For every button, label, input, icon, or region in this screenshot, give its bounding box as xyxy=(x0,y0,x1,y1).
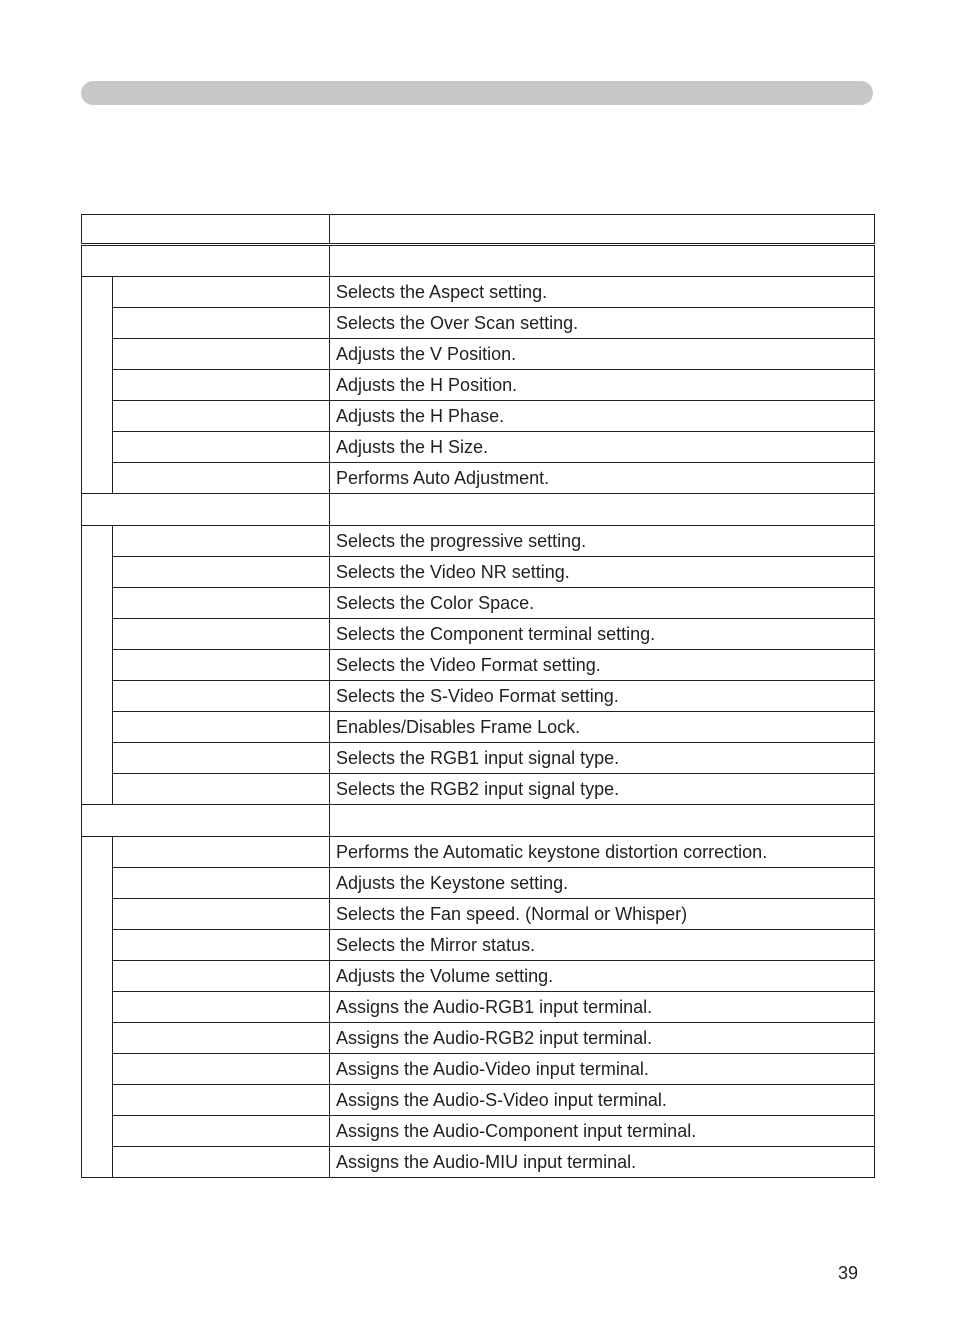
header-cell-item xyxy=(82,215,330,245)
indent-cell xyxy=(82,681,113,712)
table-row xyxy=(82,370,875,401)
item-description: Assigns the Audio-S-Video input terminal. xyxy=(330,1085,875,1116)
indent-cell xyxy=(82,277,113,308)
item-description: Selects the Video NR setting. xyxy=(330,557,875,588)
table-row xyxy=(82,868,875,899)
indent-cell xyxy=(82,1147,113,1178)
table-row xyxy=(82,1147,875,1178)
table-row xyxy=(82,930,875,961)
table-row xyxy=(82,961,875,992)
item-description: Assigns the Audio-Video input terminal. xyxy=(330,1054,875,1085)
table-row xyxy=(82,743,875,774)
table-row xyxy=(82,588,875,619)
item-name-cell xyxy=(113,463,330,494)
item-name-cell xyxy=(113,619,330,650)
item-description: Assigns the Audio-RGB1 input terminal. xyxy=(330,992,875,1023)
indent-cell xyxy=(82,588,113,619)
item-description: Selects the Over Scan setting. xyxy=(330,308,875,339)
table-group-row xyxy=(82,245,875,277)
item-name-cell xyxy=(113,432,330,463)
indent-cell xyxy=(82,308,113,339)
indent-cell xyxy=(82,868,113,899)
item-name-cell xyxy=(113,588,330,619)
item-description: Adjusts the H Size. xyxy=(330,432,875,463)
item-description: Selects the progressive setting. xyxy=(330,526,875,557)
table-row xyxy=(82,899,875,930)
section-header-bar xyxy=(81,81,873,105)
item-name-cell xyxy=(113,650,330,681)
item-name-cell xyxy=(113,1085,330,1116)
indent-cell xyxy=(82,432,113,463)
table-row xyxy=(82,526,875,557)
item-description: Selects the S-Video Format setting. xyxy=(330,681,875,712)
item-name-cell xyxy=(113,277,330,308)
item-description: Adjusts the H Phase. xyxy=(330,401,875,432)
indent-cell xyxy=(82,899,113,930)
item-name-cell xyxy=(113,401,330,432)
table-row xyxy=(82,1116,875,1147)
table-row xyxy=(82,432,875,463)
table-row xyxy=(82,339,875,370)
group-item-cell xyxy=(82,805,330,837)
group-item-cell xyxy=(82,245,330,277)
item-name-cell xyxy=(113,557,330,588)
table-group-row xyxy=(82,805,875,837)
table-row xyxy=(82,992,875,1023)
item-name-cell xyxy=(113,930,330,961)
indent-cell xyxy=(82,774,113,805)
indent-cell xyxy=(82,463,113,494)
indent-cell xyxy=(82,1116,113,1147)
item-description: Selects the RGB2 input signal type. xyxy=(330,774,875,805)
item-description: Adjusts the H Position. xyxy=(330,370,875,401)
indent-cell xyxy=(82,370,113,401)
group-description-cell xyxy=(330,494,875,526)
table-row xyxy=(82,463,875,494)
indent-cell xyxy=(82,1023,113,1054)
indent-cell xyxy=(82,837,113,868)
item-description: Selects the Mirror status. xyxy=(330,930,875,961)
item-name-cell xyxy=(113,868,330,899)
item-description: Selects the Component terminal setting. xyxy=(330,619,875,650)
menu-items-table xyxy=(81,214,875,1178)
table-row xyxy=(82,401,875,432)
indent-cell xyxy=(82,961,113,992)
item-description: Selects the Aspect setting. xyxy=(330,277,875,308)
indent-cell xyxy=(82,712,113,743)
item-description: Enables/Disables Frame Lock. xyxy=(330,712,875,743)
table-row xyxy=(82,650,875,681)
item-name-cell xyxy=(113,837,330,868)
indent-cell xyxy=(82,1085,113,1116)
item-description: Selects the Fan speed. (Normal or Whisper) xyxy=(330,899,875,930)
table-row xyxy=(82,1054,875,1085)
item-name-cell xyxy=(113,339,330,370)
item-name-cell xyxy=(113,1054,330,1085)
item-name-cell xyxy=(113,1147,330,1178)
page-number: 39 xyxy=(838,1263,859,1283)
group-description-cell xyxy=(330,805,875,837)
item-description: Performs the Automatic keystone distortion correction. xyxy=(330,837,875,868)
indent-cell xyxy=(82,339,113,370)
indent-cell xyxy=(82,619,113,650)
table-row xyxy=(82,837,875,868)
item-name-cell xyxy=(113,1116,330,1147)
indent-cell xyxy=(82,1054,113,1085)
item-name-cell xyxy=(113,712,330,743)
header-cell-description xyxy=(330,215,875,245)
table-header-row xyxy=(82,215,875,245)
indent-cell xyxy=(82,650,113,681)
item-name-cell xyxy=(113,308,330,339)
group-description-cell xyxy=(330,245,875,277)
item-name-cell xyxy=(113,1023,330,1054)
item-name-cell xyxy=(113,961,330,992)
item-description: Adjusts the V Position. xyxy=(330,339,875,370)
item-description: Assigns the Audio-RGB2 input terminal. xyxy=(330,1023,875,1054)
item-name-cell xyxy=(113,743,330,774)
table-row xyxy=(82,1023,875,1054)
item-description: Selects the Video Format setting. xyxy=(330,650,875,681)
item-name-cell xyxy=(113,899,330,930)
item-name-cell xyxy=(113,774,330,805)
table-row xyxy=(82,308,875,339)
table-row xyxy=(82,681,875,712)
item-name-cell xyxy=(113,681,330,712)
item-name-cell xyxy=(113,526,330,557)
item-description: Assigns the Audio-MIU input terminal. xyxy=(330,1147,875,1178)
item-description: Adjusts the Keystone setting. xyxy=(330,868,875,899)
item-name-cell xyxy=(113,992,330,1023)
group-item-cell xyxy=(82,494,330,526)
item-description: Selects the Color Space. xyxy=(330,588,875,619)
table-row xyxy=(82,277,875,308)
indent-cell xyxy=(82,992,113,1023)
indent-cell xyxy=(82,557,113,588)
indent-cell xyxy=(82,401,113,432)
item-name-cell xyxy=(113,370,330,401)
table-row xyxy=(82,774,875,805)
table-row xyxy=(82,557,875,588)
item-description: Performs Auto Adjustment. xyxy=(330,463,875,494)
item-description: Adjusts the Volume setting. xyxy=(330,961,875,992)
indent-cell xyxy=(82,743,113,774)
item-description: Assigns the Audio-Component input terminal. xyxy=(330,1116,875,1147)
table-row xyxy=(82,712,875,743)
indent-cell xyxy=(82,526,113,557)
table-group-row xyxy=(82,494,875,526)
table-row xyxy=(82,1085,875,1116)
table-row xyxy=(82,619,875,650)
indent-cell xyxy=(82,930,113,961)
item-description: Selects the RGB1 input signal type. xyxy=(330,743,875,774)
